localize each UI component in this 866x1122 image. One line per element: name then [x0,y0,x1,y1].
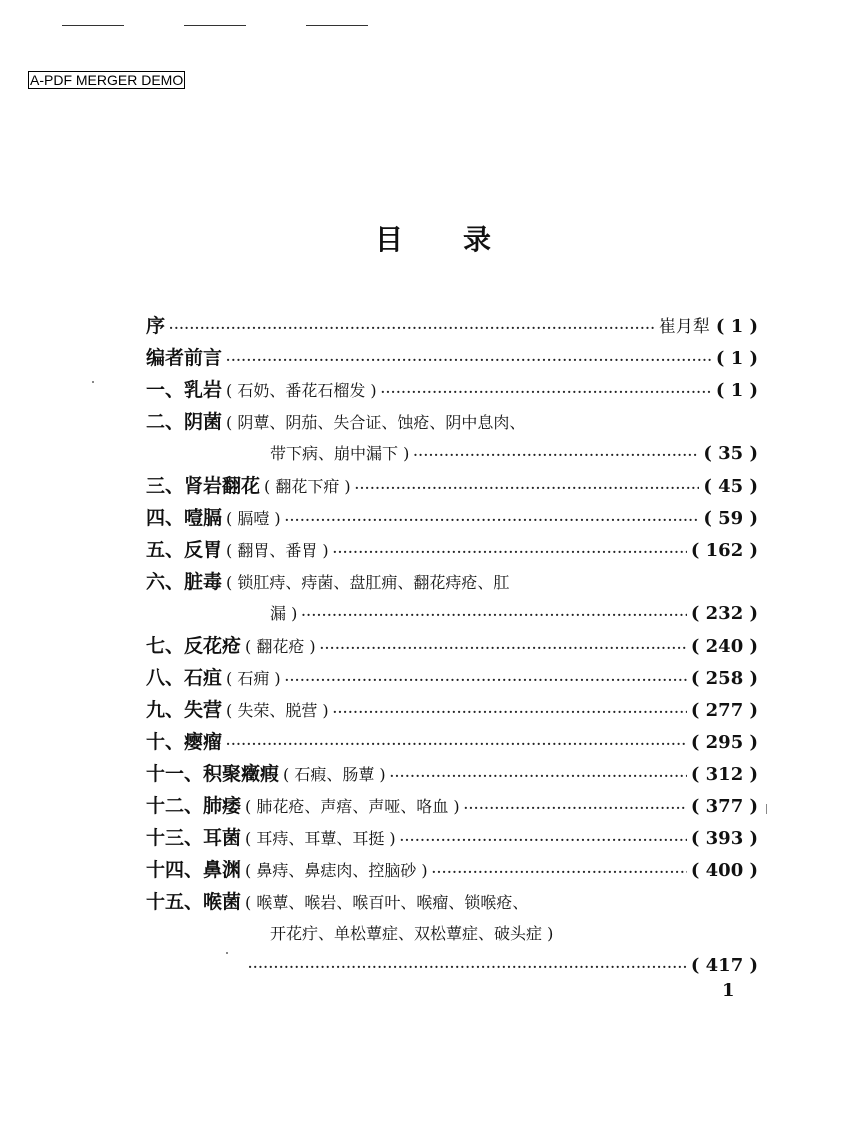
toc-entry-subtitle: ( 阴蕈、阴茄、失合证、蚀疮、阴中息肉、 [226,413,526,432]
toc-entry [146,918,758,950]
toc-entry-subtitle: ( 耳痔、耳蕈、耳挺 ) [245,829,396,848]
toc-entry-title: 四、噎膈 [146,507,223,529]
toc-entry-title: 十一、积聚癥瘕 [146,763,280,785]
dot-leader [381,376,712,408]
toc-entry-title: 十四、鼻渊 [146,859,242,881]
page-number: 1 [722,980,735,1001]
page-title: 目录 [374,223,551,256]
toc-entry [146,310,758,342]
toc-entry [146,502,758,534]
scan-speck [226,952,228,954]
toc-entry-page: ( 377 ) [690,796,758,817]
toc-entry [146,374,758,406]
toc-entry-subtitle: ( 喉蕈、喉岩、喉百叶、喉瘤、锁喉疮、 [245,893,529,912]
toc-entry-title: 五、反胃 [146,539,223,561]
toc-entry-title: 六、脏毒 [146,571,223,593]
dot-leader [333,536,687,568]
toc-entry-subtitle: ( 翻胃、番胃 ) [226,541,329,560]
toc-entry-page: ( 400 ) [690,860,758,881]
toc-entry [146,790,758,822]
toc-entry [146,566,758,598]
toc-entry-page: ( 45 ) [703,476,758,497]
toc-entry-page: ( 277 ) [690,700,758,721]
toc-entry-subtitle: ( 鼻痔、鼻痣肉、控脑砂 ) [245,861,428,880]
toc-entry-subtitle: ( 翻花疮 ) [245,637,316,656]
toc-entry [146,662,758,694]
toc-entry [146,758,758,790]
toc-entry-subtitle: ( 肺花疮、声痦、声哑、咯血 ) [245,797,460,816]
toc-entry-title: 九、失营 [146,699,223,721]
toc-entry [146,886,758,918]
toc-entry-subtitle: ( 翻花下疳 ) [264,477,351,496]
toc-entry-title: 序 [146,315,166,337]
dot-leader [226,728,687,760]
toc-entry [146,950,758,982]
toc-entry-title: 十、瘿瘤 [146,731,223,753]
toc-entry-subtitle: ( 石奶、番花石榴发 ) [226,381,377,400]
toc-entry-page: ( 393 ) [690,828,758,849]
dot-leader [301,599,687,631]
toc-entry-page: ( 295 ) [690,732,758,753]
toc-entry-page: ( 1 ) [715,348,758,369]
toc-entry [146,630,758,662]
toc-entry-subtitle: ( 石痈 ) [226,669,281,688]
toc-entry [146,534,758,566]
dot-leader [333,696,687,728]
toc-entry-page: ( 59 ) [703,508,758,529]
toc-entry-title: 十二、肺痿 [146,795,242,817]
dot-leader [285,664,687,696]
toc-entry-page: ( 312 ) [690,764,758,785]
toc-entry-title: 十三、耳菌 [146,827,242,849]
toc-entry-subtitle: ( 膈噎 ) [226,509,281,528]
dot-leader [400,824,687,856]
toc-entry-page: ( 232 ) [690,603,758,624]
toc-entry-subtitle: 开花疔、单松蕈症、双松蕈症、破头症 ) [270,924,554,943]
top-rule-3 [306,25,368,26]
toc-entry-title: 编者前言 [146,347,223,369]
toc-entry-author: 崔月犁 [658,317,710,337]
toc-entry-subtitle: 漏 ) [270,604,298,623]
toc-entry-title: 十五、喉菌 [146,891,242,913]
dot-leader [248,951,687,983]
toc-entry-subtitle: 带下病、崩中漏下 ) [270,444,410,463]
dot-leader [464,792,687,824]
dot-leader [320,632,687,664]
top-rule-1 [62,25,124,26]
toc-entry-title: 二、阴菌 [146,411,223,433]
toc-entry [146,342,758,374]
scan-speck [766,804,767,814]
toc-entry-subtitle: ( 失荣、脱营 ) [226,701,329,720]
toc-entry [146,406,758,438]
watermark: A-PDF MERGER DEMO [30,72,184,88]
toc-entry-page: ( 417 ) [690,955,758,976]
toc-entry-page: ( 35 ) [703,443,758,464]
toc-entry-subtitle: ( 石瘕、肠蕈 ) [283,765,386,784]
dot-leader [432,856,687,888]
toc-entry [146,438,758,470]
table-of-contents [146,310,758,982]
toc-entry [146,598,758,630]
toc-entry-title: 七、反花疮 [146,635,242,657]
toc-entry [146,694,758,726]
dot-leader [226,344,712,376]
toc-entry [146,726,758,758]
toc-entry-title: 一、乳岩 [146,379,223,401]
toc-entry-page: ( 162 ) [690,540,758,561]
toc-entry-title: 八、石疽 [146,667,223,689]
toc-entry-page: ( 1 ) [715,316,758,337]
top-rule-2 [184,25,246,26]
toc-entry [146,822,758,854]
dot-leader [355,472,700,504]
toc-entry-page: ( 240 ) [690,636,758,657]
dot-leader [169,312,655,344]
toc-entry [146,470,758,502]
dot-leader [390,760,687,792]
toc-entry [146,854,758,886]
toc-entry-subtitle: ( 锁肛痔、痔菌、盘肛痈、翻花痔疮、肛 [226,573,510,592]
toc-entry-page: ( 1 ) [715,380,758,401]
scan-speck [92,381,94,383]
toc-entry-title: 三、肾岩翻花 [146,475,261,497]
dot-leader [413,439,699,471]
dot-leader [285,504,700,536]
toc-entry-page: ( 258 ) [690,668,758,689]
